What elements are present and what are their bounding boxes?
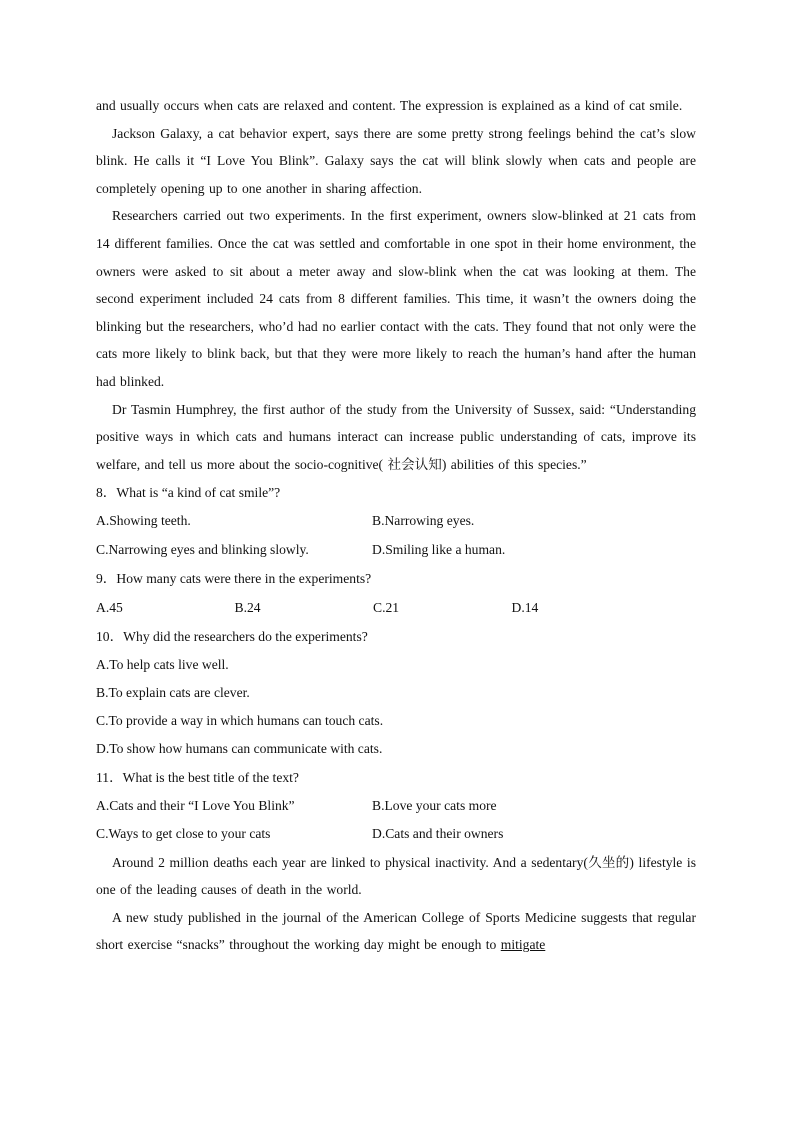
option-d: D.Smiling like a human.	[372, 541, 506, 557]
passage2-paragraph-1-text: A new study published in the journal of the American College of Sports Medicine suggests that regular short exercise “snacks” throughout the working day might be enough to	[96, 909, 696, 953]
option-a: A.Showing teeth.	[96, 513, 191, 529]
option-row	[96, 536, 696, 565]
passage1-paragraph-2: Researchers carried out two experiments. In the first experiment, owners slow-blinked at 21 cats from 14 different families. Once the cat was settled and comfortable in one spot in their home environment, the owners were asked to sit about a meter away and slow-blink when the cat was looking at them. The second experiment included 24 cats from 8 different families. This time, it wasn’t the owners doing the blinking but the researchers, who’d had no earlier contact with the cats. They found that not only were the cats more likely to blink back, but that they were more likely to reach the human’s hand after the human had blinked.	[96, 208, 696, 389]
option-b: B.Narrowing eyes.	[372, 513, 475, 529]
option-a: A.To help cats live well.	[96, 657, 229, 673]
option-c: C.To provide a way in which humans can touch cats.	[96, 712, 384, 728]
option-row	[96, 593, 696, 622]
question-10	[96, 622, 696, 762]
question-8	[96, 478, 696, 564]
option-d: D.To show how humans can communicate with cats.	[96, 740, 383, 756]
underlined-word: mitigate	[500, 937, 546, 953]
passage1-paragraph-1: Jackson Galaxy, a cat behavior expert, says there are some pretty strong feelings behind the cat’s slow blink. He calls it “I Love You Blink”. Galaxy says the cat will blink slowly when cats and people are completely opening up to one another in sharing affection.	[96, 125, 696, 196]
option-row	[96, 507, 696, 536]
option-b: B.24	[234, 600, 261, 616]
option-a: A.45	[96, 600, 123, 616]
option-b: B.Love your cats more	[372, 797, 497, 813]
question-9	[96, 564, 696, 622]
option-c: C.Narrowing eyes and blinking slowly.	[96, 541, 309, 557]
passage1-paragraph-3: Dr Tasmin Humphrey, the first author of the study from the University of Sussex, said: “Understanding positive ways in which cats and humans interact can increase public understanding of cats, improve its welfare, and tell us more about the socio-cognitive( 社会认知) abilities of this species.”	[96, 401, 696, 472]
option-c: C.Ways to get close to your cats	[96, 826, 271, 841]
passage2-paragraph-0: Around 2 million deaths each year are linked to physical inactivity. And a sedentary(久坐的) lifestyle is one of the leading causes of death in the world.	[96, 854, 696, 898]
document-page	[96, 92, 696, 959]
option-d: D.Cats and their owners	[372, 826, 504, 841]
option-c: C.21	[373, 600, 400, 616]
question-stem: 9．How many cats were there in the experiments?	[96, 571, 372, 587]
question-stem: 10．Why did the researchers do the experiments?	[96, 629, 368, 645]
question-stem: 11．What is the best title of the text?	[96, 769, 299, 785]
question-11	[96, 763, 696, 849]
option-b: B.To explain cats are clever.	[96, 685, 250, 701]
option-row	[96, 820, 696, 849]
option-a: A.Cats and their “I Love You Blink”	[96, 797, 295, 813]
passage1-paragraph-0: and usually occurs when cats are relaxed and content. The expression is explained as a kind of cat smile.	[96, 98, 683, 113]
option-row	[96, 792, 696, 821]
question-stem: 8．What is “a kind of cat smile”?	[96, 485, 281, 501]
option-d: D.14	[511, 600, 539, 616]
passage2-paragraph-1	[96, 904, 696, 959]
